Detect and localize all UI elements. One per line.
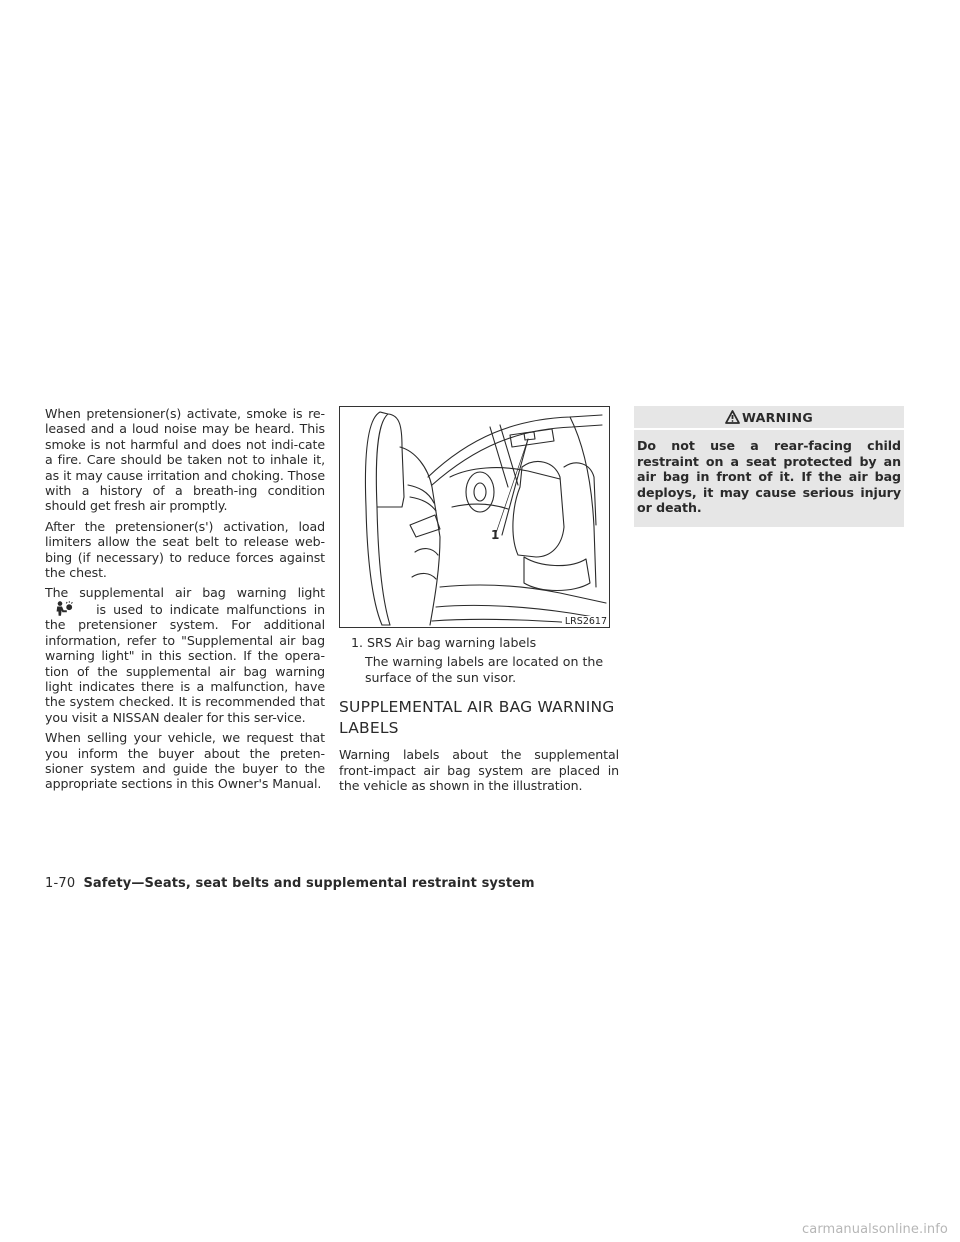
figure-id: LRS2617 xyxy=(562,616,609,627)
caption-number: 1. xyxy=(351,635,364,650)
left-column xyxy=(45,406,325,797)
right-column xyxy=(634,406,914,527)
chapter-title: Safety—Seats, seat belts and supplemental restraint system xyxy=(83,876,535,891)
section-body: Warning labels about the supplemental front-impact air bag system are placed in the vehicle as shown in the illustration. xyxy=(339,747,619,794)
warning-header xyxy=(634,406,904,428)
caption-label: SRS Air bag warning labels xyxy=(367,635,537,650)
airbag-warning-light-icon xyxy=(45,601,89,615)
page-number: 1-70 xyxy=(45,876,76,891)
section-heading: SUPPLEMENTAL AIR BAG WARNING LABELS xyxy=(339,698,615,738)
warning-light-text-pre: The supplemental air bag warning light xyxy=(45,585,325,601)
figure-callout-1: 1 xyxy=(491,528,500,542)
warning-light-paragraph xyxy=(45,585,325,725)
airbag-label-illustration xyxy=(339,406,610,628)
watermark: carmanualsonline.info xyxy=(802,1222,948,1237)
warning-title: WARNING xyxy=(742,409,813,425)
figure-caption xyxy=(339,635,619,650)
pretensioner-smoke-paragraph: When pretensioner(s) activate, smoke is re-leased and a loud noise may be heard. This smoke is not harmful and does not indi-cate a fire. Care should be taken not to inhale it, as it may cause irritation and choking. Those with a history of a breath-ing condition should get fresh air promptly. xyxy=(45,406,325,514)
warning-light-text-post: is used to indicate malfunctions in the pretensioner system. For additional information, refer to "Supplemental air bag warning light" in this section. If the opera-tion of the supplemental air bag warning light indicates there is a malfunction, have the system checked. It is recommended that you visit a NISSAN dealer for this ser-vice. xyxy=(45,601,325,725)
warning-divider xyxy=(634,428,904,430)
warning-triangle-icon xyxy=(725,410,740,424)
load-limiter-paragraph: After the pretensioner(s') activation, load limiters allow the seat belt to release web-bing (if necessary) to reduce forces against the chest. xyxy=(45,518,325,581)
caption-note: The warning labels are located on the surface of the sun visor. xyxy=(365,654,604,685)
middle-column xyxy=(339,406,619,798)
selling-vehicle-paragraph: When selling your vehicle, we request that you inform the buyer about the preten-sioner system and guide the buyer to the appropriate sections in this Owner's Manual. xyxy=(45,730,325,792)
page-footer xyxy=(45,876,535,891)
warning-text: Do not use a rear-facing child restraint on a seat protected by an air bag in front of it. If the air bag deploys, it may cause serious injury or death. xyxy=(637,438,901,516)
warning-box xyxy=(634,406,904,527)
